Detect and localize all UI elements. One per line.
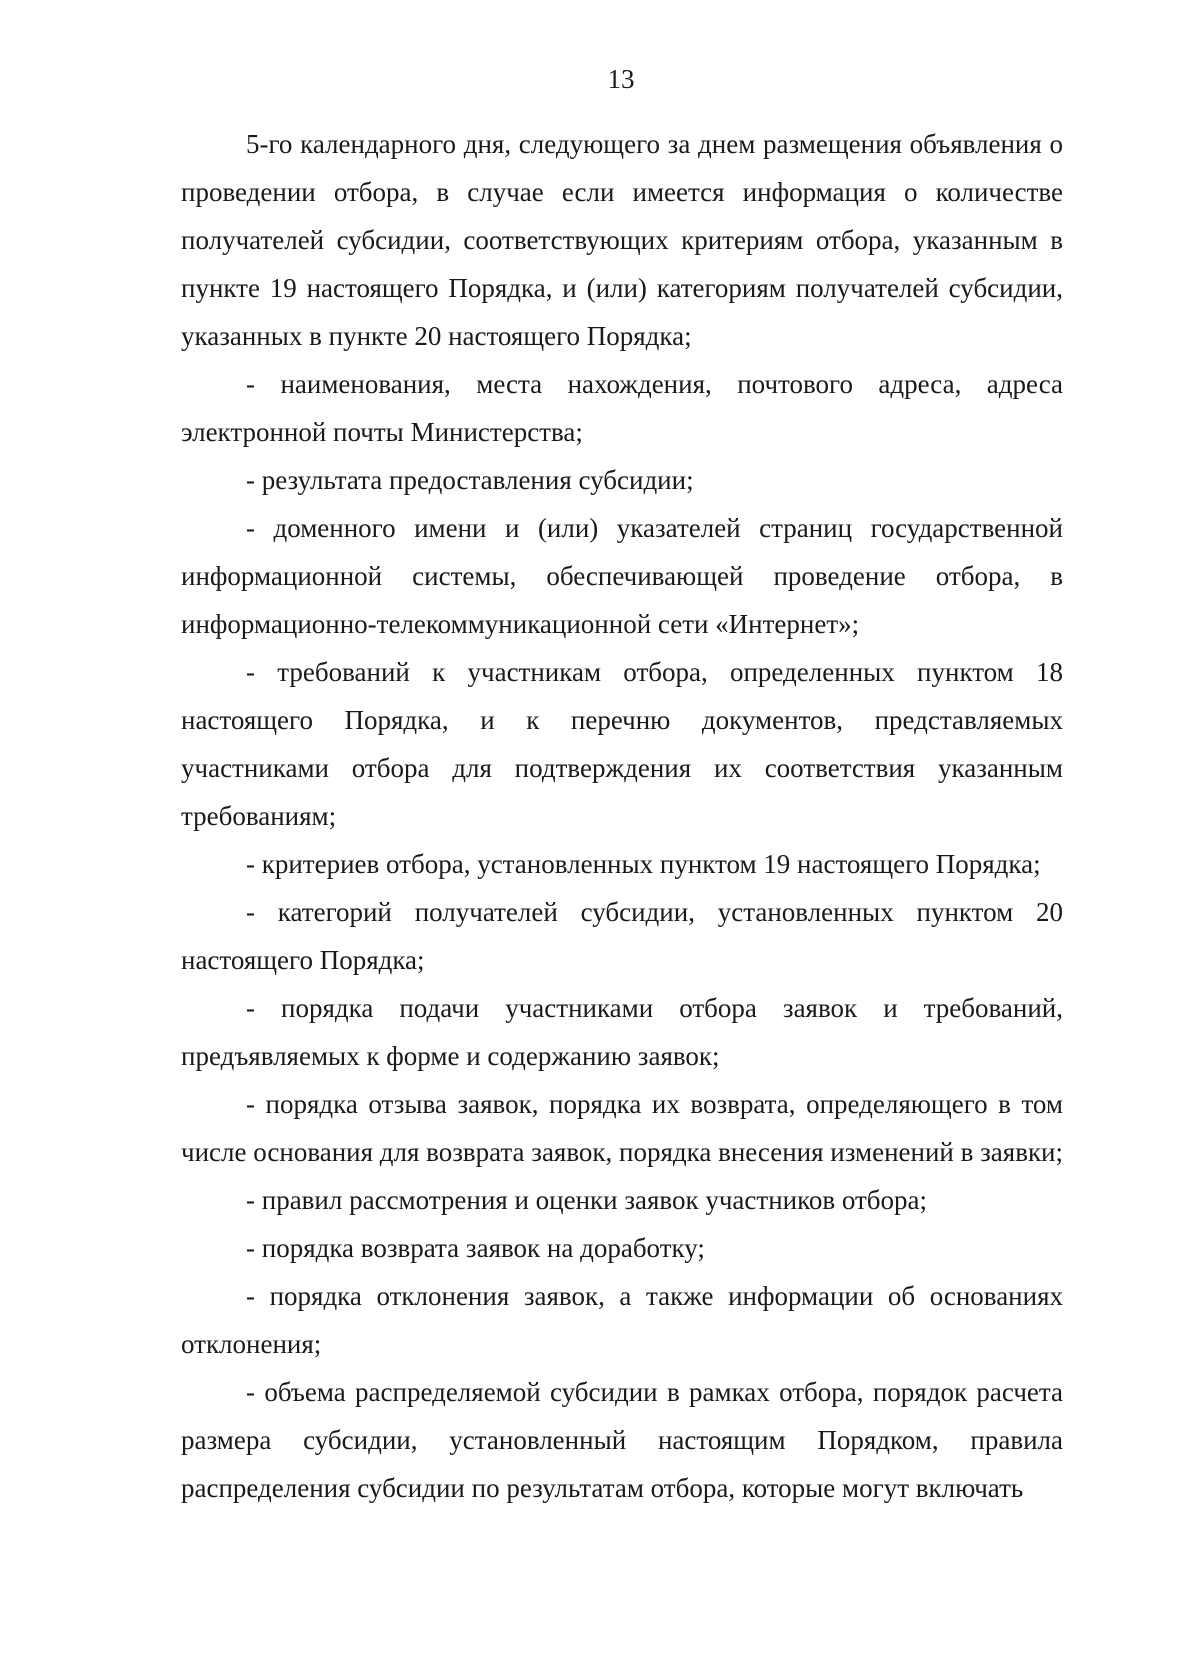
document-body <box>181 120 1063 1512</box>
list-item-subsidy-result: - результата предоставления субсидии; <box>246 465 694 495</box>
list-item-ministry-contacts: - наименования, места нахождения, почтового адреса, адреса электронной почты Министерства; <box>181 369 1063 447</box>
list-item-domain-name: - доменного имени и (или) указателей страниц государственной информационной системы, обеспечивающей проведение отбора, в информационно-телекоммуникационной сети «Интернет»; <box>181 513 1063 639</box>
list-item-subsidy-volume: - объема распределяемой субсидии в рамках отбора, порядок расчета размера субсидии, установленный настоящим Порядком, правила распределения субсидии по результатам отбора, которые могут включать <box>181 1377 1063 1503</box>
page-number: 13 <box>607 64 635 94</box>
list-item-recipient-categories: - категорий получателей субсидии, установленных пунктом 20 настоящего Порядка; <box>181 897 1063 975</box>
list-item-selection-criteria: - критериев отбора, установленных пунктом 19 настоящего Порядка; <box>246 849 1041 879</box>
list-item-review-rules: - правил рассмотрения и оценки заявок участников отбора; <box>246 1185 928 1215</box>
list-item-rejection-procedure: - порядка отклонения заявок, а также информации об основаниях отклонения; <box>181 1281 1063 1359</box>
list-item-participant-requirements: - требований к участникам отбора, определенных пунктом 18 настоящего Порядка, и к перечню документов, представляемых участниками отбора для подтверждения их соответствия указанным требованиям; <box>181 657 1063 831</box>
list-item-application-submission: - порядка подачи участниками отбора заявок и требований, предъявляемых к форме и содержанию заявок; <box>181 993 1063 1071</box>
paragraph-selection-start-day: 5-го календарного дня, следующего за днем размещения объявления о проведении отбора, в случае если имеется информация о количестве получателей субсидии, соответствующих критериям отбора, указанным в пункте 19 настоящего Порядка, и (или) категориям получателей субсидии, указанных в пункте 20 настоящего Порядка; <box>181 129 1063 351</box>
list-item-return-for-revision: - порядка возврата заявок на доработку; <box>246 1233 705 1263</box>
list-item-application-withdrawal: - порядка отзыва заявок, порядка их возврата, определяющего в том числе основания для возврата заявок, порядка внесения изменений в заявки; <box>181 1089 1064 1167</box>
